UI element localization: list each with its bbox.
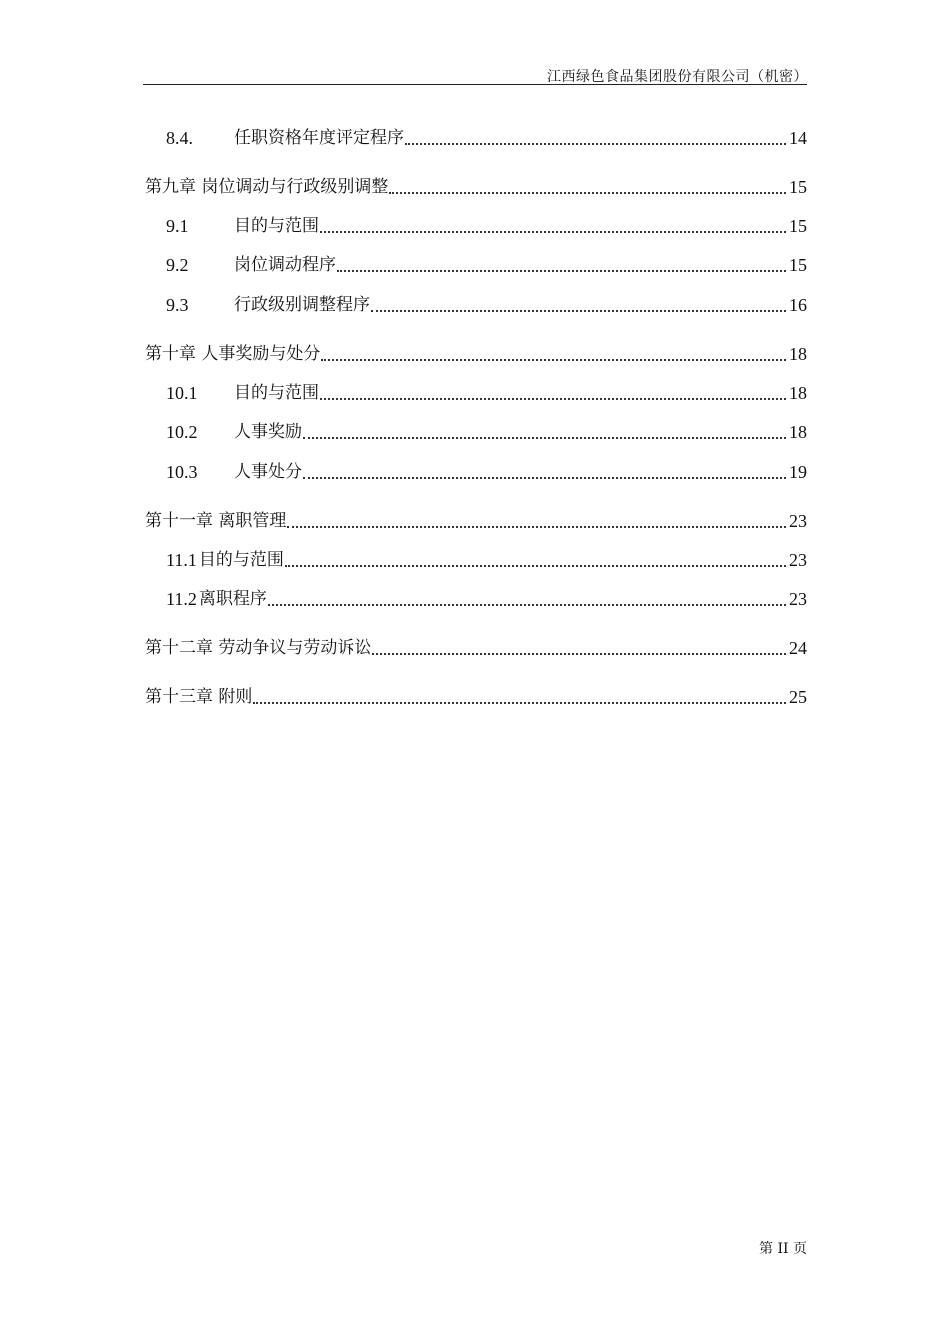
toc-page-number: 23 <box>789 511 807 531</box>
document-header: 江西绿色食品集团股份有限公司（机密） <box>547 69 808 85</box>
toc-entry[interactable] <box>0 123 950 149</box>
toc-page-number: 15 <box>789 216 807 236</box>
toc-entry[interactable] <box>0 457 950 483</box>
toc-page-number: 23 <box>789 550 807 570</box>
toc-number: 11.1 <box>166 550 197 570</box>
toc-title: 任职资格年度评定程序 <box>234 128 404 148</box>
toc-title: 第十三章 附则 <box>145 687 253 707</box>
toc-title: 人事奖励 <box>234 422 302 442</box>
toc-title: 第九章 岗位调动与行政级别调整 <box>145 177 389 197</box>
toc-page-number: 15 <box>789 255 807 275</box>
toc-title: 目的与范围 <box>234 216 319 236</box>
toc-entry[interactable] <box>0 250 950 276</box>
toc-number: 9.1 <box>166 216 189 236</box>
toc-entry[interactable] <box>0 545 950 571</box>
toc-title: 目的与范围 <box>198 550 284 570</box>
toc-number: 11.2 <box>166 589 197 609</box>
toc-page-number: 15 <box>789 177 807 197</box>
toc-number: 9.3 <box>166 295 189 315</box>
toc-title: 离职程序 <box>198 589 267 609</box>
toc-title: 第十二章 劳动争议与劳动诉讼 <box>145 638 372 658</box>
toc-page-number: 18 <box>789 383 807 403</box>
dot-leader <box>389 191 786 194</box>
toc-chapter-entry[interactable] <box>0 172 950 198</box>
toc-page-number: 23 <box>789 589 807 609</box>
toc-number: 8.4. <box>166 128 193 148</box>
toc-title: 第十一章 离职管理 <box>145 511 287 531</box>
toc-entry[interactable] <box>0 211 950 237</box>
dot-leader <box>372 652 786 655</box>
dot-leader <box>320 397 786 400</box>
header-divider <box>143 84 807 85</box>
toc-title: 岗位调动程序 <box>234 255 336 275</box>
toc-entry[interactable] <box>0 417 950 443</box>
dot-leader <box>337 269 786 272</box>
toc-page-number: 25 <box>789 687 807 707</box>
toc-page-number: 14 <box>789 128 807 148</box>
toc-chapter-entry[interactable] <box>0 506 950 532</box>
toc-entry[interactable] <box>0 378 950 404</box>
toc-page-number: 16 <box>789 295 807 315</box>
toc-page-number: 19 <box>789 462 807 482</box>
dot-leader <box>253 701 786 704</box>
toc-number: 10.3 <box>166 462 198 482</box>
dot-leader <box>321 358 786 361</box>
toc-number: 10.2 <box>166 422 198 442</box>
dot-leader <box>303 436 786 439</box>
toc-page-number: 24 <box>789 638 807 658</box>
dot-leader <box>371 309 786 312</box>
dot-leader <box>320 230 786 233</box>
dot-leader <box>287 525 786 528</box>
page-footer: 第 II 页 <box>759 1241 807 1257</box>
dot-leader <box>285 564 786 567</box>
toc-entry[interactable] <box>0 584 950 610</box>
toc-chapter-entry[interactable] <box>0 339 950 365</box>
toc-title: 第十章 人事奖励与处分 <box>145 344 321 364</box>
toc-title: 人事处分 <box>234 462 302 482</box>
toc-page-number: 18 <box>789 422 807 442</box>
toc-chapter-entry[interactable] <box>0 682 950 708</box>
toc-title: 目的与范围 <box>234 383 319 403</box>
toc-title: 行政级别调整程序 <box>234 295 370 315</box>
dot-leader <box>405 142 786 145</box>
toc-number: 10.1 <box>166 383 198 403</box>
dot-leader <box>268 603 786 606</box>
dot-leader <box>303 476 786 479</box>
toc-page-number: 18 <box>789 344 807 364</box>
toc-entry[interactable] <box>0 290 950 316</box>
toc-chapter-entry[interactable] <box>0 633 950 659</box>
toc-number: 9.2 <box>166 255 189 275</box>
